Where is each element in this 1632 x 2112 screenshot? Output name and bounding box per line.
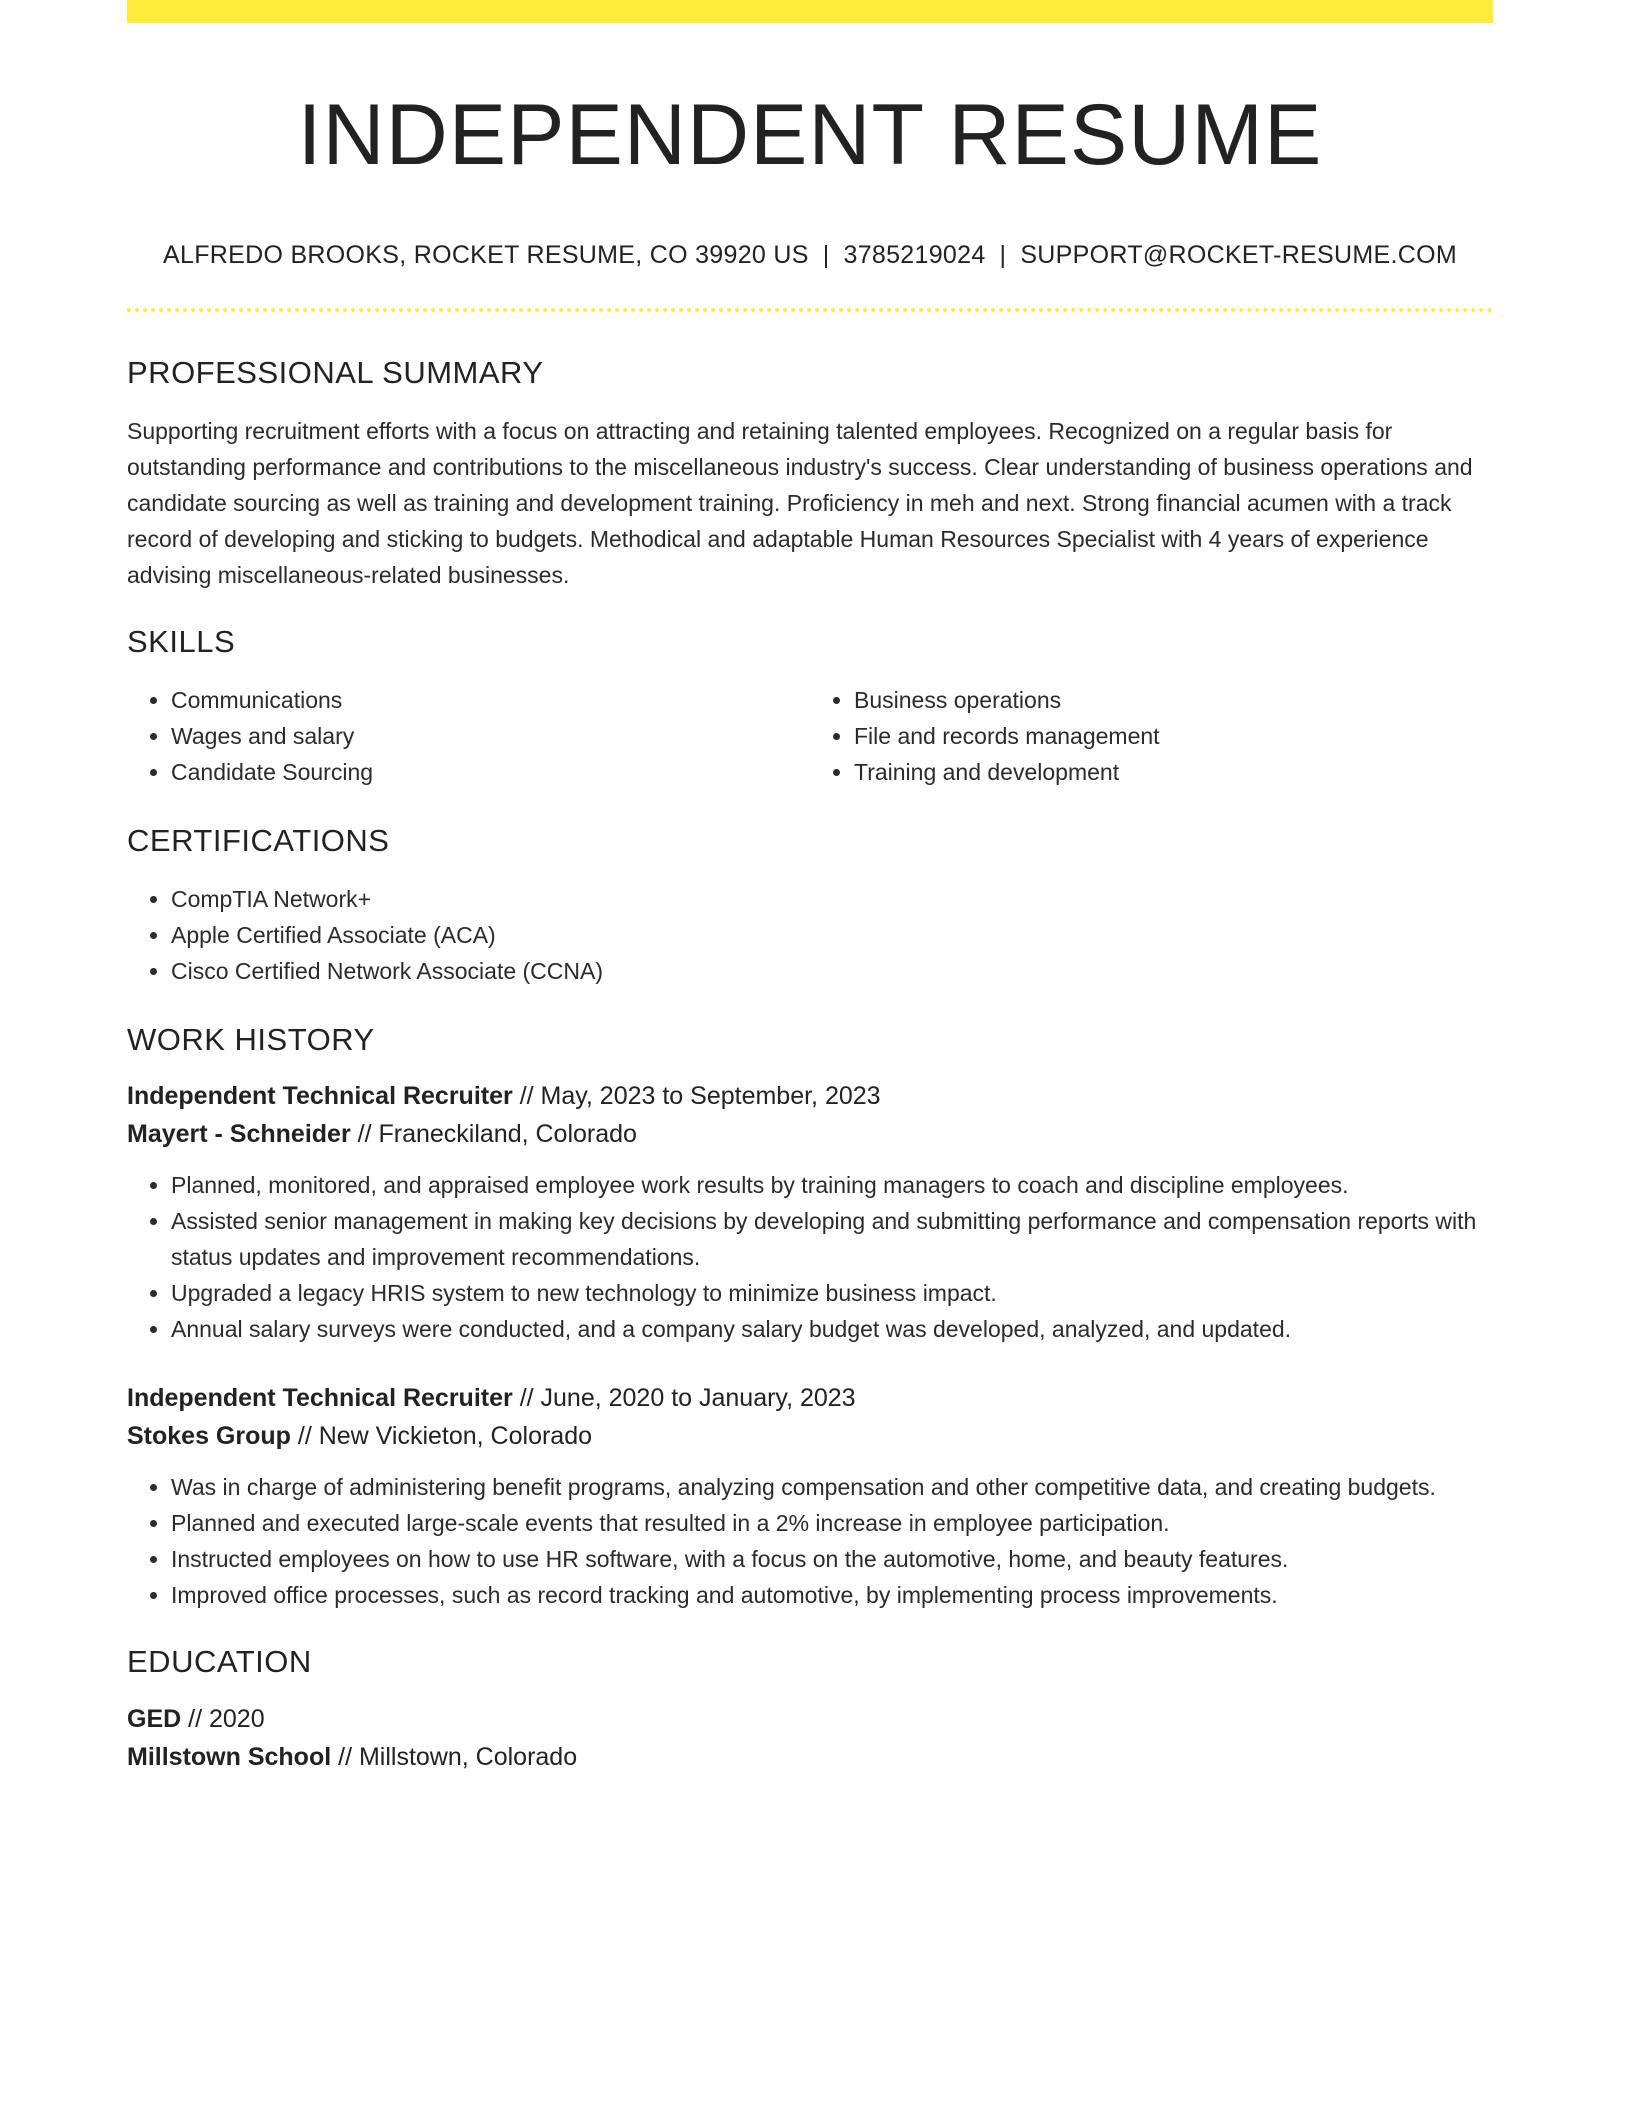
contact-email: SUPPORT@ROCKET-RESUME.COM [1020,240,1457,269]
contact-separator: | [822,240,830,269]
job-bullet: • Assisted senior management in making key decisions by developing and submitting performance and compensation reports with status updates and improvement recommendations. [171,1203,1493,1275]
skills-column-left [127,682,810,790]
education-school: Millstown School [127,1742,332,1771]
dotted-divider [127,308,1493,312]
job-entry [127,1077,1493,1347]
contact-line [127,241,1493,270]
contact-phone: 3785219024 [843,240,986,269]
resume-page [127,0,1493,1776]
contact-address: ALFREDO BROOKS, ROCKET RESUME, CO 39920 US [163,240,809,269]
education-degree: GED [127,1704,182,1733]
job-bullet: • Upgraded a legacy HRIS system to new technology to minimize business impact. [171,1275,1493,1311]
job-company-line [127,1115,1493,1153]
job-dates: // June, 2020 to January, 2023 [519,1383,856,1412]
skills-list [127,682,1493,790]
education-location: // Millstown, Colorado [338,1742,578,1771]
job-title-line [127,1379,1493,1417]
top-accent-bar [127,0,1493,23]
job-dates: // May, 2023 to September, 2023 [519,1081,881,1110]
job-title: Independent Technical Recruiter [127,1383,513,1412]
skill-item: • Wages and salary [171,718,810,754]
education-entry [127,1700,1493,1776]
skill-item: • Business operations [854,682,1493,718]
skill-item: • Candidate Sourcing [171,754,810,790]
job-bullet: • Improved office processes, such as record tracking and automotive, by implementing process improvements. [171,1577,1493,1613]
education-school-line [127,1738,1493,1776]
certification-item: • Cisco Certified Network Associate (CCNA) [171,953,1493,989]
job-bullets [127,1469,1493,1613]
job-bullet: • Planned, monitored, and appraised employee work results by training managers to coach and discipline employees. [171,1167,1493,1203]
education-year: // 2020 [188,1704,265,1733]
job-entry [127,1379,1493,1613]
certifications-list [127,881,1493,989]
job-location: // Franeckiland, Colorado [357,1119,637,1148]
summary-heading: PROFESSIONAL SUMMARY [127,354,544,390]
education-degree-line [127,1700,1493,1738]
job-company: Stokes Group [127,1421,291,1450]
education-heading: EDUCATION [127,1643,312,1679]
job-title: Independent Technical Recruiter [127,1081,513,1110]
job-bullet: • Was in charge of administering benefit programs, analyzing compensation and other competitive data, and creating budgets. [171,1469,1493,1505]
certification-item: • CompTIA Network+ [171,881,1493,917]
job-bullet: • Annual salary surveys were conducted, and a company salary budget was developed, analyzed, and updated. [171,1311,1493,1347]
job-company-line [127,1417,1493,1455]
skill-item: • File and records management [854,718,1493,754]
skill-item: • Communications [171,682,810,718]
certification-item: • Apple Certified Associate (ACA) [171,917,1493,953]
job-location: // New Vickieton, Colorado [297,1421,593,1450]
skill-item: • Training and development [854,754,1493,790]
certifications-heading: CERTIFICATIONS [127,823,390,859]
job-title-line [127,1077,1493,1115]
work-history-heading: WORK HISTORY [127,1022,375,1058]
resume-title: INDEPENDENT RESUME [297,87,1323,183]
job-company: Mayert - Schneider [127,1119,351,1148]
contact-separator: | [999,240,1007,269]
job-bullet: • Planned and executed large-scale events that resulted in a 2% increase in employee participation. [171,1505,1493,1541]
job-bullets [127,1167,1493,1347]
summary-text: Supporting recruitment efforts with a focus on attracting and retaining talented employees. Recognized on a regular basis for outstanding performance and contributions to the miscellaneous industry's success. Clear understanding of business operations and candidate sourcing as well as training and development training. Proficiency in meh and next. Strong financial acumen with a track record of developing and sticking to budgets. Methodical and adaptable Human Resources Specialist with 4 years of experience advising miscellaneous-related businesses. [127,418,1473,589]
skills-heading: SKILLS [127,624,236,660]
skills-column-right [810,682,1493,790]
job-bullet: • Instructed employees on how to use HR software, with a focus on the automotive, home, and beauty features. [171,1541,1493,1577]
